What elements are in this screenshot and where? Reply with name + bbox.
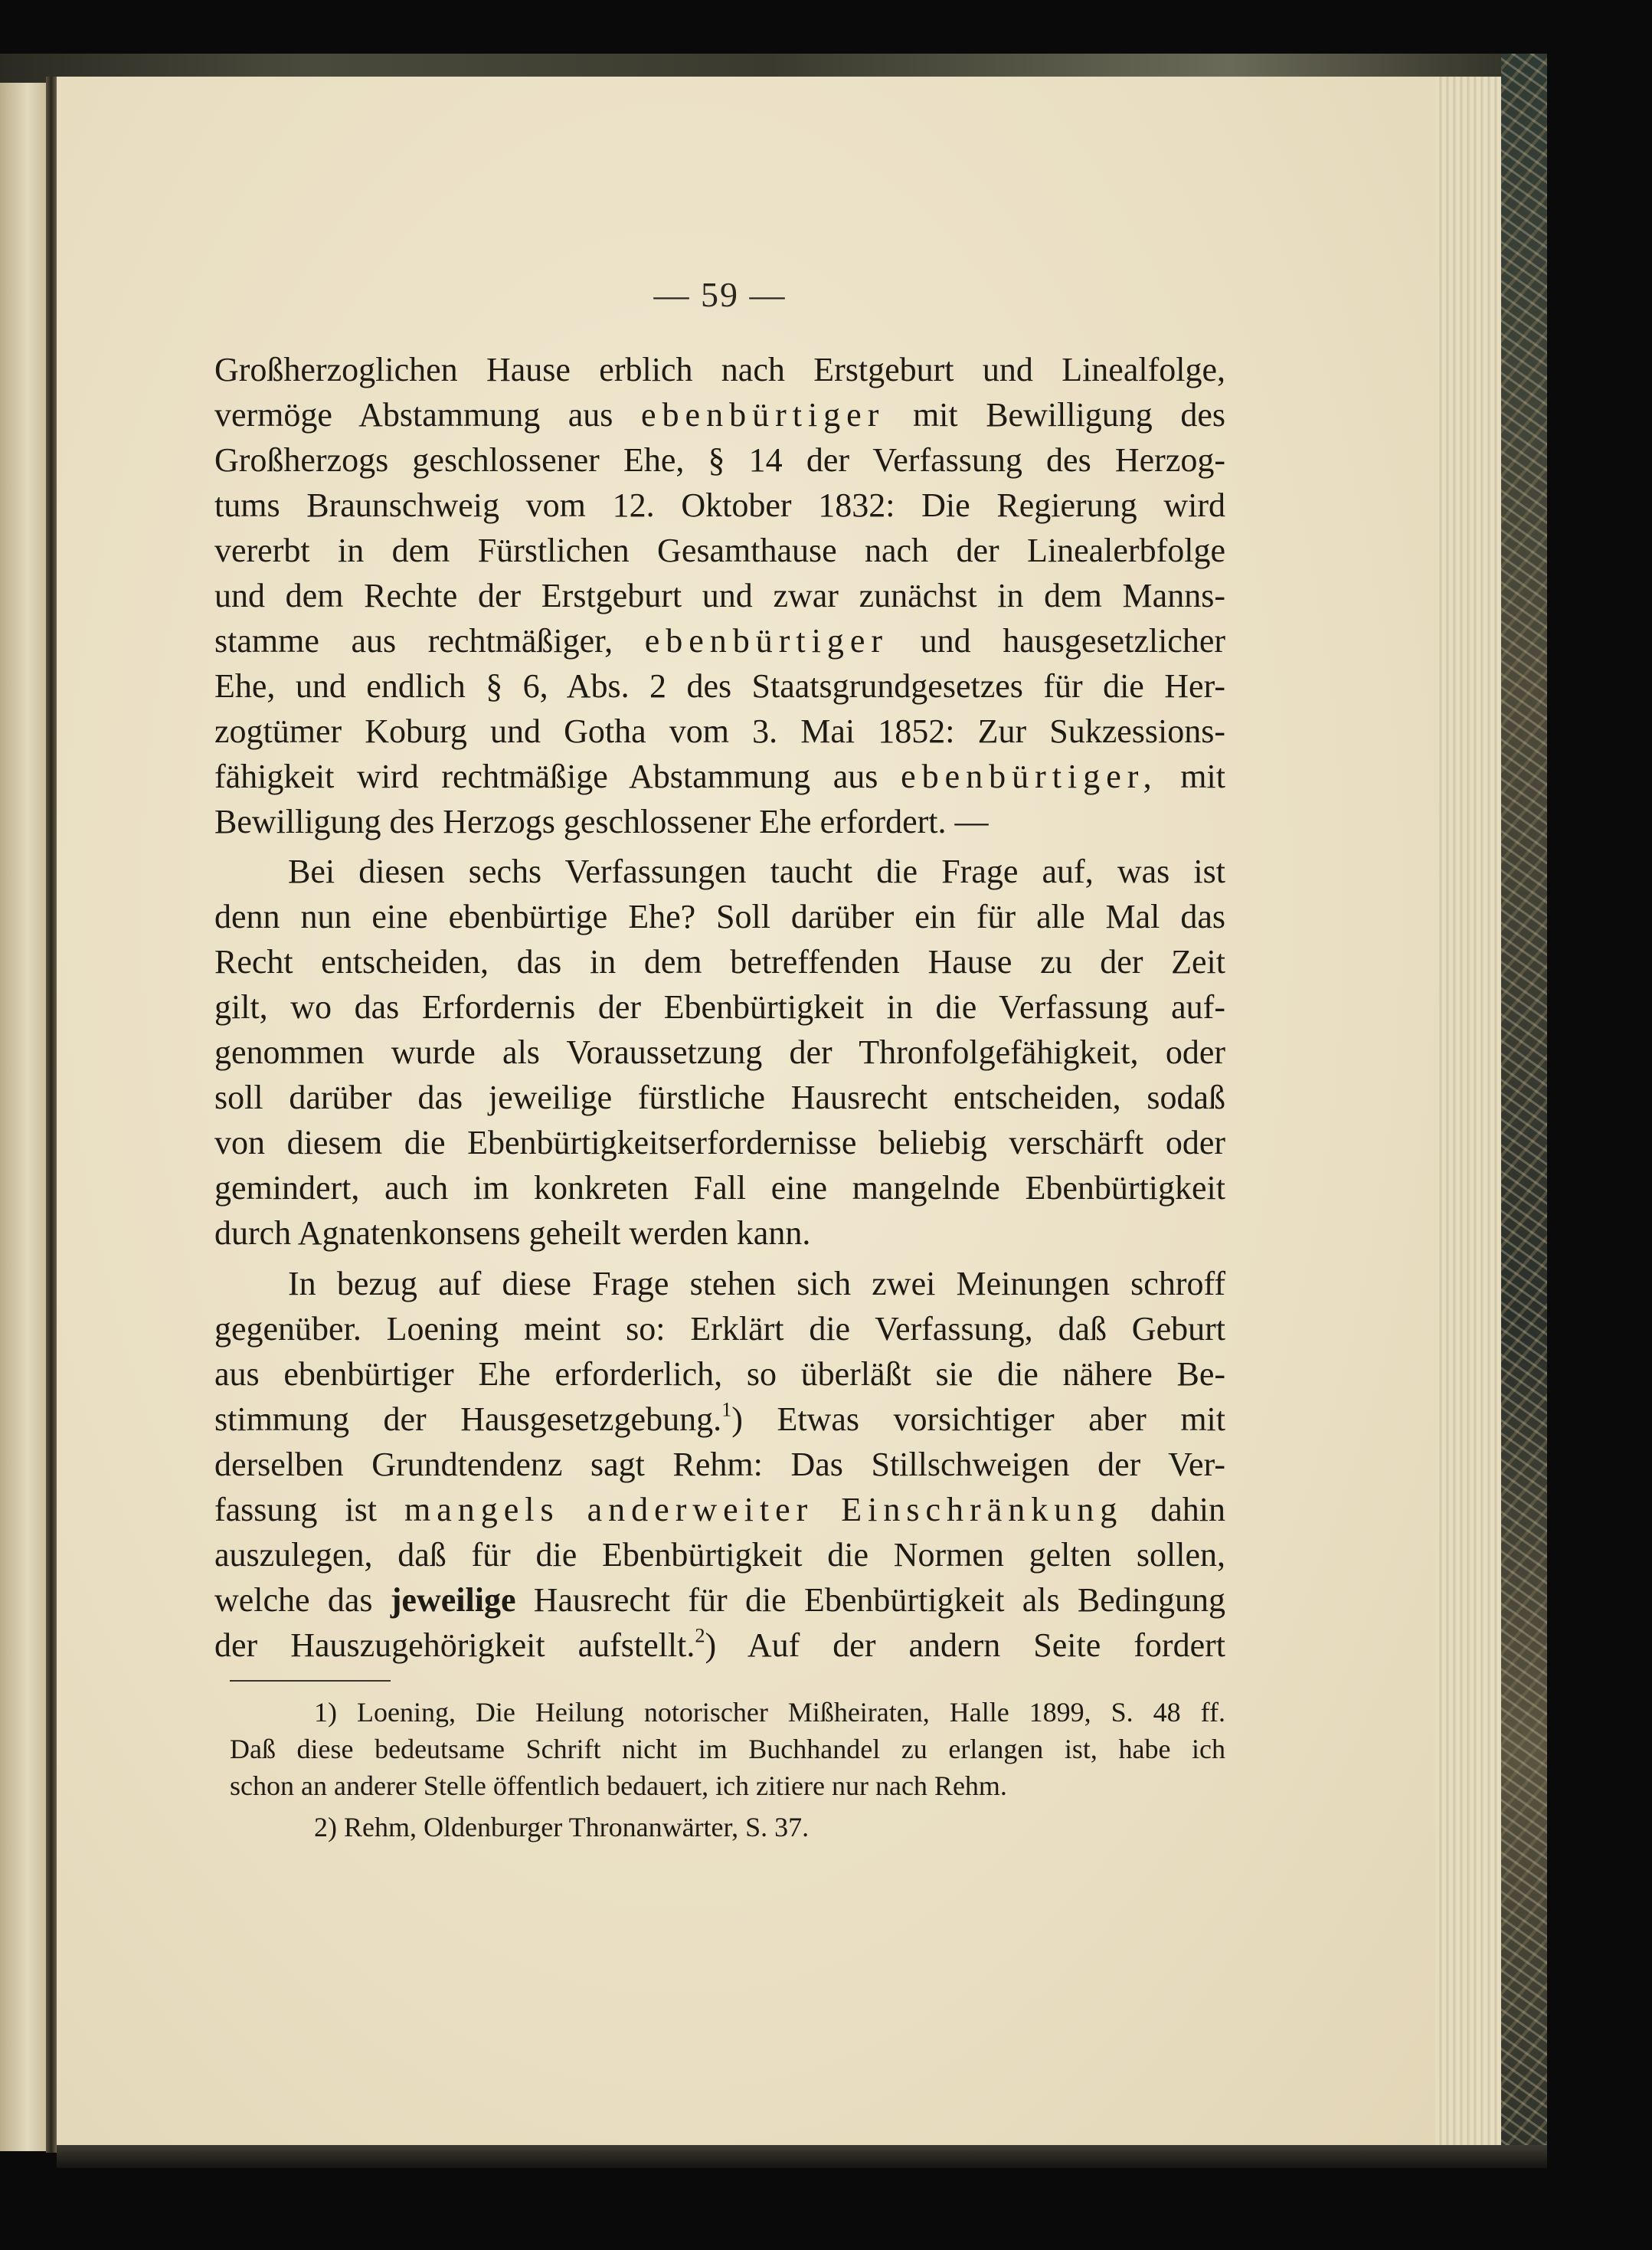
body-line-20: durch Agnatenkonsens geheilt werden kann. (214, 1214, 811, 1252)
body-line-8: Ehe, und endlich § 6, Abs. 2 des Staatsgrundgesetzes für die Her- (214, 667, 1225, 705)
page-fore-edge (1435, 77, 1501, 2145)
page-number: — 59 — (653, 275, 787, 314)
footnote-1-line-1: 1) Loening, Die Heilung notorischer Mißheiraten, Halle 1899, S. 48 ff. (314, 1697, 1225, 1728)
body-line-7: stamme aus rechtmäßiger, ebenbürtiger und hausgesetzlicher (214, 622, 1226, 660)
footnote-1-line-3: schon an anderer Stelle öffentlich bedauert, ich zitiere nur nach Rehm. (230, 1770, 1007, 1801)
spaced-word: ebenbürtiger (641, 396, 885, 434)
body-line-28: welche das jeweilige Hausrecht für die Ebenbürtigkeit als Bedingung (214, 1581, 1225, 1619)
body-line-23: aus ebenbürtiger Ehe erforderlich, so überläßt sie die nähere Be- (214, 1355, 1225, 1393)
body-line-17: soll darüber das jeweilige fürstliche Hausrecht entscheiden, sodaß (214, 1079, 1225, 1116)
body-line-5: vererbt in dem Fürstlichen Gesamthause nach der Linealerbfolge (214, 532, 1225, 569)
body-line-14: Recht entscheiden, das in dem betreffenden Hause zu der Zeit (214, 943, 1225, 981)
body-line-2: vermöge Abstammung aus ebenbürtiger mit Bewilligung des (214, 396, 1225, 434)
footnote-1-line-2: Daß diese bedeutsame Schrift nicht im Buchhandel zu erlangen ist, habe ich (230, 1734, 1225, 1764)
footnote-2: 2) Rehm, Oldenburger Thronanwärter, S. 37. (314, 1812, 810, 1842)
body-line-4: tums Braunschweig vom 12. Oktober 1832: Die Regierung wird (214, 486, 1225, 524)
spaced-word: ebenbürtiger, (901, 758, 1158, 795)
body-line-19: gemindert, auch im konkreten Fall eine mangelnde Ebenbürtigkeit (214, 1169, 1225, 1207)
facing-page-edge (0, 83, 46, 2151)
body-line-6: und dem Rechte der Erstgeburt und zwar zunächst in dem Manns- (214, 577, 1225, 614)
marbled-board (1501, 54, 1547, 2168)
body-line-24: stimmung der Hausgesetzgebung.$^1$) Etwas vorsichtiger aber mit (214, 1397, 1225, 1438)
body-line-13: denn nun eine ebenbürtige Ehe? Soll darüber ein für alle Mal das (214, 898, 1225, 935)
footnote-rule (230, 1680, 391, 1682)
body-line-11: Bewilligung des Herzogs geschlossener Ehe erfordert. — (214, 803, 989, 840)
book-bottom-edge (57, 2145, 1547, 2168)
body-line-29: der Hauszugehörigkeit aufstellt.$^2$) Auf der andern Seite fordert (214, 1623, 1225, 1664)
body-line-15: gilt, wo das Erfordernis der Ebenbürtigkeit in die Verfassung auf- (214, 988, 1225, 1026)
bold-word: jeweilige (390, 1581, 516, 1619)
body-line-12: Bei diesen sechs Verfassungen taucht die Frage auf, was ist (288, 853, 1225, 890)
body-line-3: Großherzogs geschlossener Ehe, § 14 der Verfassung des Herzog- (214, 441, 1225, 479)
body-line-1: Großherzoglichen Hause erblich nach Erstgeburt und Linealfolge, (214, 351, 1225, 388)
spaced-word: ebenbürtiger (644, 622, 889, 660)
spaced-word: Einschränkung (841, 1491, 1124, 1528)
spaced-word: anderweiter (587, 1491, 814, 1528)
body-line-9: zogtümer Koburg und Gotha vom 3. Mai 1852: Zur Sukzessions- (214, 712, 1225, 750)
body-line-10: fähigkeit wird rechtmäßige Abstammung aus ebenbürtiger, mit (214, 758, 1225, 795)
body-line-22: gegenüber. Loening meint so: Erklärt die Verfassung, daß Geburt (214, 1310, 1225, 1348)
body-line-27: auszulegen, daß für die Ebenbürtigkeit die Normen gelten sollen, (214, 1536, 1225, 1574)
body-line-21: In bezug auf diese Frage stehen sich zwei Meinungen schroff (288, 1265, 1225, 1302)
body-line-26: fassung ist mangels anderweiter Einschränkung dahin (214, 1491, 1225, 1528)
spaced-word: mangels (404, 1491, 560, 1528)
body-line-16: genommen wurde als Voraussetzung der Thronfolgefähigkeit, oder (214, 1033, 1225, 1071)
body-line-25: derselben Grundtendenz sagt Rehm: Das Stillschweigen der Ver- (214, 1446, 1225, 1483)
body-line-18: von diesem die Ebenbürtigkeitserfordernisse beliebig verschärft oder (214, 1124, 1225, 1161)
book-gutter (46, 77, 57, 2153)
